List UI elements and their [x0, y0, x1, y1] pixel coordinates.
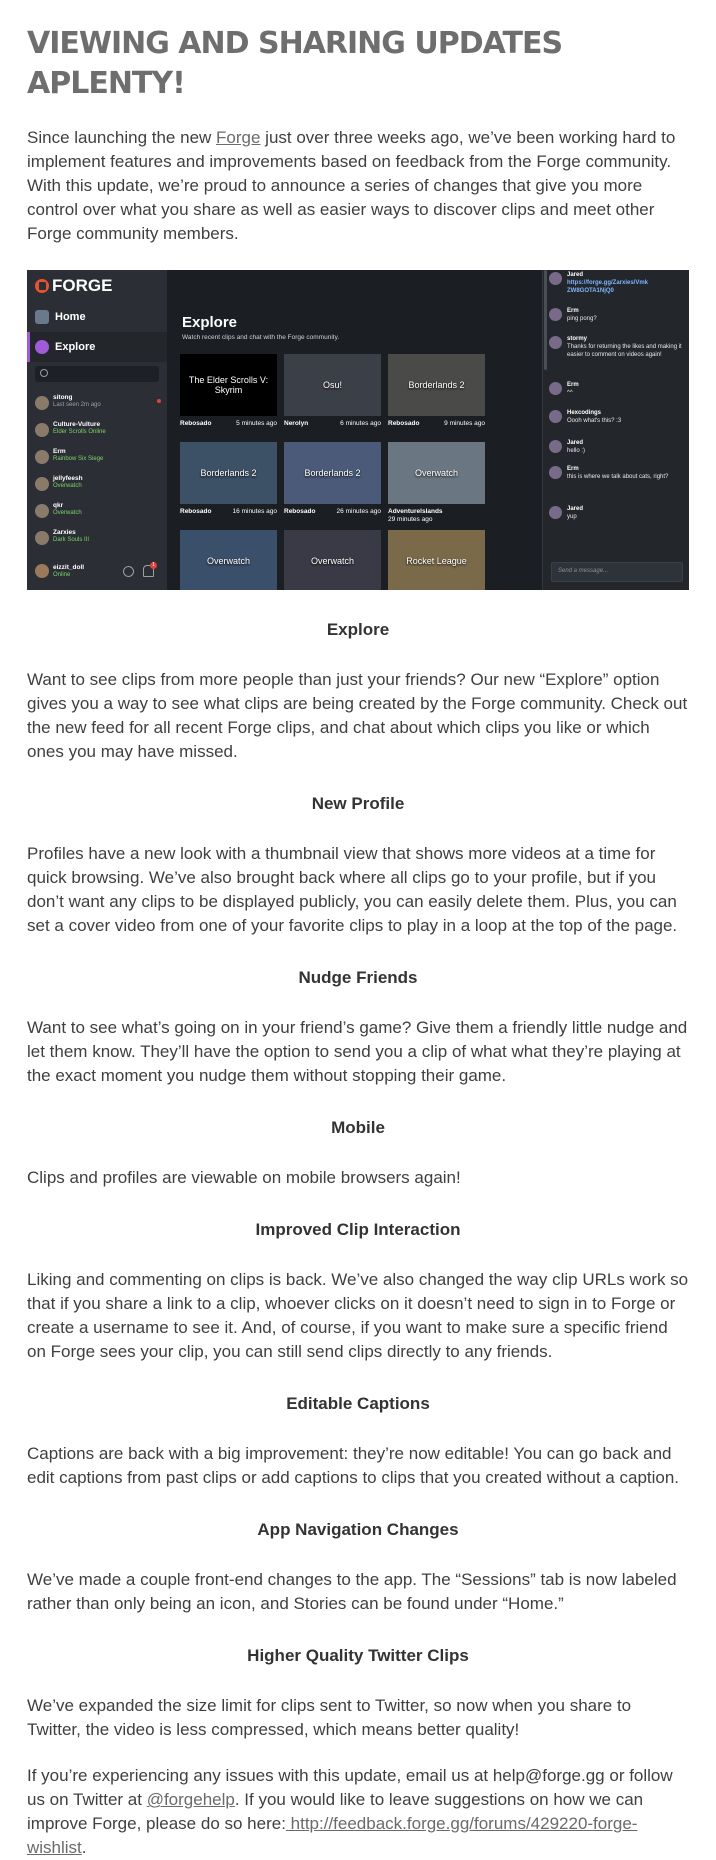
section-body: Captions are back with a big improvement: they’re now editable! You can go back and edit captions from past clips or add captions to clips that you created without a caption.	[27, 1444, 680, 1487]
clip-thumbnail[interactable]	[388, 354, 485, 416]
unread-dot	[157, 399, 161, 403]
section-heading: Nudge Friends	[298, 968, 418, 987]
nav-explore[interactable]	[27, 332, 170, 362]
friend-status: Elder Scrolls Online	[53, 429, 106, 435]
section-heading: Higher Quality Twitter Clips	[247, 1646, 469, 1665]
clip-meta	[284, 420, 381, 434]
intro-text-start: Since launching the new	[27, 128, 217, 147]
clip-thumbnail[interactable]	[284, 530, 381, 590]
section-body: We’ve expanded the size limit for clips sent to Twitter, so now when you share to Twitter, the video is less compressed, which means better quality!	[27, 1696, 632, 1739]
section-heading: New Profile	[311, 794, 405, 813]
forge-app-screenshot	[27, 270, 689, 590]
chat-author: Erm	[567, 308, 579, 314]
clip-game-title: Overwatch	[206, 556, 250, 566]
forge-app	[27, 270, 689, 590]
friend-list-item[interactable]	[35, 448, 163, 474]
avatar	[549, 440, 562, 453]
chat-text: Oooh what's this? :3	[567, 418, 622, 424]
chat-panel	[542, 270, 689, 590]
heart-icon	[35, 340, 49, 354]
avatar	[549, 382, 562, 395]
friend-list-item[interactable]	[35, 394, 163, 420]
clip-user[interactable]: Nerolyn	[284, 420, 309, 427]
intro-text-end: just over three weeks ago, we’ve been working hard to implement features and improvements based on feedback from the Forge community. With this update, we’re proud to announce a series of changes that give you more control over what you share as well as easier ways to discover clips and meet other Forge community members.	[27, 128, 676, 243]
friend-list-item[interactable]	[35, 502, 163, 528]
friend-list-item[interactable]	[35, 529, 163, 555]
article	[27, 0, 689, 1860]
forge-logo	[35, 276, 112, 296]
chat-author: Hexcodings	[567, 410, 602, 416]
clip-thumbnail[interactable]	[180, 442, 277, 504]
friend-status: Dark Souls III	[53, 537, 90, 543]
chat-text: this is where we talk about cats, right?	[567, 474, 669, 480]
section-heading: Explore	[326, 620, 390, 639]
section-body: Liking and commenting on clips is back. We’ve also changed the way clip URLs work so that if you share a link to a clip, whoever clicks on it doesn’t need to sign in to Forge or create a username to see it. And, of course, if you want to make sure a specific friend on Forge sees your clip, you can still send clips directly to any friends.	[27, 1270, 689, 1361]
closing-text-2: . If you would like to leave suggestions on how we can improve Forge, please do so here:	[27, 1790, 644, 1833]
avatar	[35, 423, 49, 437]
friend-status: Overwatch	[53, 510, 82, 516]
clip-game-title: Overwatch	[310, 556, 354, 566]
closing-paragraph	[27, 1764, 689, 1860]
gear-icon[interactable]	[123, 566, 134, 577]
chat-text: yup	[567, 514, 577, 520]
clip-meta	[388, 508, 485, 522]
clip-user[interactable]: Rebosado	[180, 420, 212, 427]
chat-text: ping pong?	[567, 316, 597, 322]
chat-text[interactable]: https://forge.gg/Zarxies/Vmk ZW8GOTA1NjQ0	[567, 280, 649, 294]
chat-text: ^^	[567, 390, 573, 396]
section-heading: App Navigation Changes	[257, 1520, 459, 1539]
chat-author: Jared	[567, 506, 584, 512]
chat-author: stormy	[567, 336, 588, 342]
clip-time: 6 minutes ago	[340, 420, 381, 427]
avatar	[35, 564, 49, 578]
chat-placeholder: Send a message...	[558, 568, 609, 574]
home-icon	[35, 310, 49, 324]
closing-text-3: .	[81, 1838, 87, 1857]
clip-thumbnail[interactable]	[388, 530, 485, 590]
avatar	[549, 466, 562, 479]
clip-game-title: Borderlands 2	[200, 468, 257, 478]
clip-game-title: Borderlands 2	[304, 468, 361, 478]
avatar	[549, 336, 562, 349]
section-body: We’ve made a couple front-end changes to the app. The “Sessions” tab is now labeled rather than only being an icon, and Stories can be found under “Home.”	[27, 1570, 677, 1613]
friend-status: Last seen 2m ago	[53, 402, 101, 408]
clip-meta	[388, 420, 485, 434]
explore-heading: Explore	[182, 314, 238, 331]
chat-author: Jared	[567, 440, 584, 446]
section-body: Clips and profiles are viewable on mobile browsers again!	[27, 1168, 461, 1187]
chat-text: hello :)	[567, 448, 586, 454]
page-title: VIEWING AND SHARING UPDATES APLENTY!	[27, 26, 563, 101]
clip-time: 29 minutes ago	[388, 516, 433, 523]
avatar	[549, 506, 562, 519]
scrollbar[interactable]	[544, 270, 547, 370]
clip-user[interactable]: Rebosado	[284, 508, 316, 515]
clip-time: 5 minutes ago	[236, 420, 277, 427]
current-user	[35, 562, 163, 584]
clip-game-title: Rocket League	[406, 556, 467, 566]
intro-paragraph	[27, 126, 689, 246]
section-heading: Editable Captions	[286, 1394, 430, 1413]
chat-author: Jared	[567, 272, 584, 278]
section-heading: Mobile	[331, 1118, 385, 1137]
chat-author: Erm	[567, 466, 579, 472]
section-body: Profiles have a new look with a thumbnail view that shows more videos at a time for quick browsing. We’ve also brought back where all clips go to your profile, but if you don’t want any clips to be displayed publicly, you can easily delete them. Plus, you can set a cover video from one of your favorite clips to play in a loop at the top of the page.	[27, 844, 678, 935]
avatar	[549, 308, 562, 321]
explore-subtitle: Watch recent clips and chat with the Forge community.	[182, 334, 340, 341]
clip-meta	[180, 508, 277, 522]
clip-thumbnail[interactable]	[284, 442, 381, 504]
clip-time: 9 minutes ago	[444, 420, 485, 427]
closing-text-1: If you’re experiencing any issues with this update, email us at help@forge.gg or follow us on Twitter at	[27, 1766, 673, 1809]
friend-name: qkr	[53, 502, 64, 509]
chat-author: Erm	[567, 382, 579, 388]
friend-name: sitong	[53, 394, 73, 401]
chat-text: Thanks for returning the likes and making it easier to comment on videos again!	[567, 344, 682, 358]
clip-thumbnail[interactable]	[180, 530, 277, 590]
clip-user[interactable]: Rebosado	[388, 420, 420, 427]
explore-panel	[167, 270, 542, 590]
avatar	[35, 477, 49, 491]
clip-time: 16 minutes ago	[232, 508, 277, 515]
current-user-name: eizzit_doll	[53, 564, 85, 571]
notification-badge: 1	[150, 562, 157, 569]
clip-thumbnail[interactable]	[180, 354, 277, 416]
clip-game-title: The Elder Scrolls V: Skyrim	[188, 375, 269, 395]
section-body: Want to see what’s going on in your friend’s game? Give them a friendly little nudge and let them know. They’ll have the option to send you a clip of what what they’re playing at the exact moment you nudge them without stopping their game.	[27, 1018, 688, 1085]
clip-meta	[180, 420, 277, 434]
friend-list-item[interactable]	[35, 421, 163, 447]
clip-game-title: Overwatch	[414, 468, 458, 478]
friend-name: Erm	[53, 448, 66, 455]
section-body: Want to see clips from more people than just your friends? Our new “Explore” option gives you a way to see what clips are being created by the Forge community. Check out the new feed for all recent Forge clips, and chat about which clips you like or which ones you may have missed.	[27, 670, 688, 761]
clip-thumbnail[interactable]	[388, 442, 485, 504]
clip-meta	[284, 508, 381, 522]
clip-user[interactable]: Adventurelslands	[388, 508, 443, 515]
clip-game-title: Borderlands 2	[408, 380, 465, 390]
friend-status: Rainbow Six Siege	[53, 456, 104, 462]
friend-search-input[interactable]	[35, 366, 159, 382]
app-sidebar	[27, 270, 167, 590]
feedback-forum-link[interactable]: http://feedback.forge.gg/forums/429220-forge-wishlist	[27, 1814, 638, 1857]
search-icon	[40, 369, 48, 377]
clip-thumbnail[interactable]	[284, 354, 381, 416]
nav-home[interactable]	[27, 302, 167, 332]
friend-status: Overwatch	[53, 483, 82, 489]
clip-game-title: Osu!	[322, 380, 342, 390]
current-user-status: Online	[53, 572, 71, 578]
nav-home-label: Home	[55, 311, 86, 323]
avatar	[35, 531, 49, 545]
forge-logo-icon	[35, 279, 49, 293]
avatar	[549, 272, 562, 285]
avatar	[35, 450, 49, 464]
forge-logo-text: FORGE	[52, 276, 113, 295]
friend-name: Culture-Vulture	[53, 421, 101, 428]
forge-link[interactable]: Forge	[216, 128, 261, 147]
clip-time: 26 minutes ago	[336, 508, 381, 515]
nav-explore-label: Explore	[55, 341, 96, 353]
avatar	[35, 504, 49, 518]
friend-name: jellyfeesh	[53, 475, 83, 482]
friend-name: Zarxies	[53, 529, 76, 536]
forgehelp-twitter-link[interactable]: @forgehelp	[146, 1790, 235, 1809]
chat-message-input[interactable]	[551, 562, 683, 582]
avatar	[549, 410, 562, 423]
section-heading: Improved Clip Interaction	[255, 1220, 461, 1239]
clip-user[interactable]: Rebosado	[180, 508, 212, 515]
friend-list-item[interactable]	[35, 475, 163, 501]
avatar	[35, 396, 49, 410]
